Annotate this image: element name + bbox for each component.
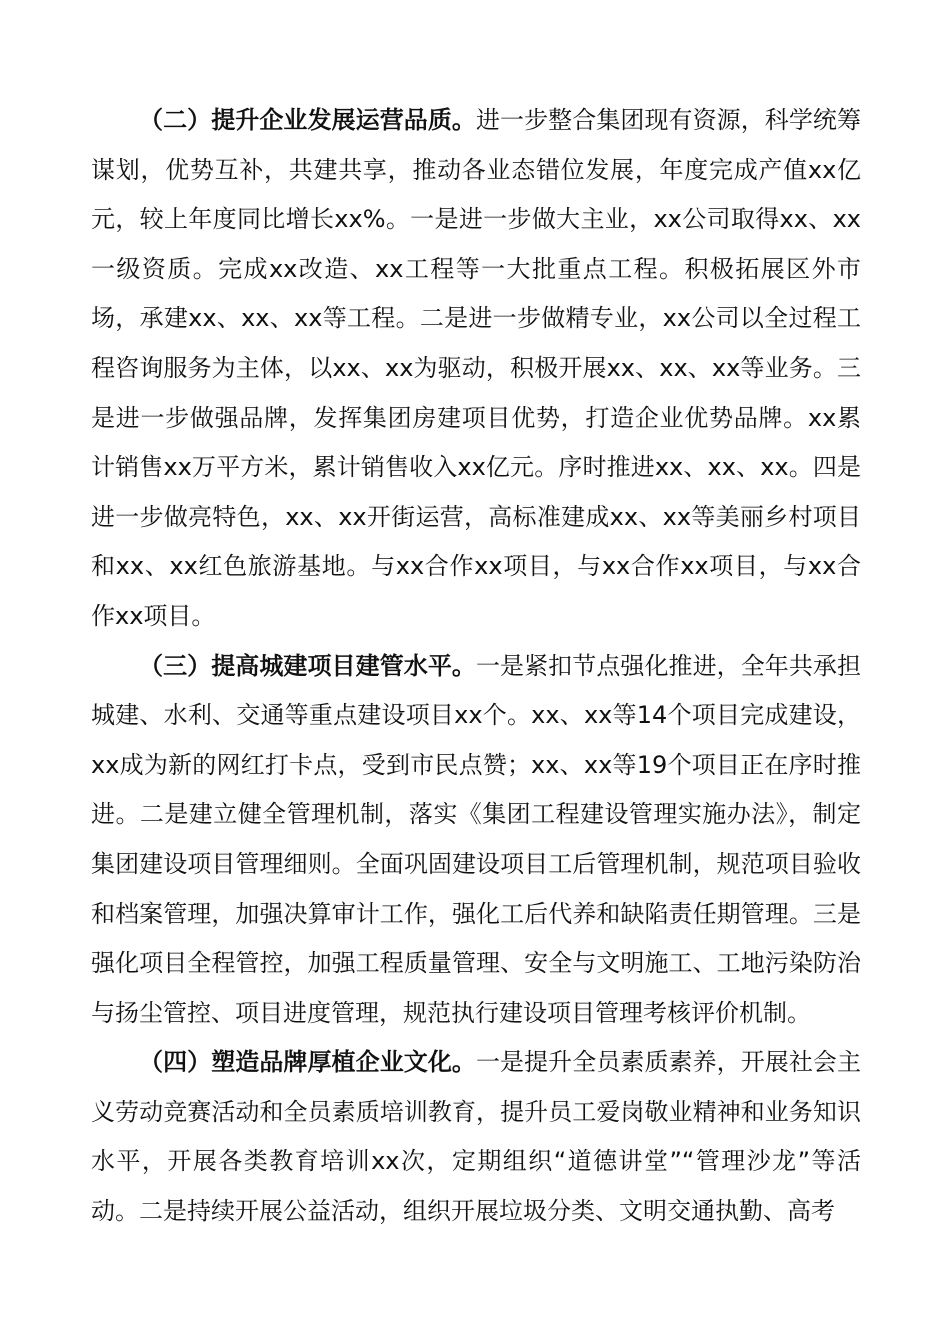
- paragraph-section-4: [91, 1038, 861, 1236]
- section-2-body: 进一步整合集团现有资源，科学统筹谋划，优势互补，共建共享，推动各业态错位发展，年度完成产值xx亿元，较上年度同比增长xx%。一是进一步做大主业，xx公司取得xx、xx一级资质。完成xx改造、xx工程等一大批重点工程。积极拓展区外市场，承建xx、xx、xx等工程。二是进一步做精专业，xx公司以全过程工程咨询服务为主体，以xx、xx为驱动，积极开展xx、xx、xx等业务。三是进一步做强品牌，发挥集团房建项目优势，打造企业优势品牌。xx累计销售xx万平方米，累计销售收入xx亿元。序时推进xx、xx、xx。四是进一步做亮特色，xx、xx开街运营，高标准建成xx、xx等美丽乡村项目和xx、xx红色旅游基地。与xx合作xx项目，与xx合作xx项目，与xx合作xx项目。: [91, 106, 862, 630]
- document-page: [91, 96, 861, 1237]
- section-3-heading: （三）提高城建项目建管水平。: [139, 651, 476, 680]
- section-3-body: 一是紧扣节点强化推进，全年共承担城建、水利、交通等重点建设项目xx个。xx、xx等14个项目完成建设，xx成为新的网红打卡点，受到市民点赞；xx、xx等19个项目正在序时推进。二是建立健全管理机制，落实《集团工程建设管理实施办法》，制定集团建设项目管理细则。全面巩固建设项目工后管理机制，规范项目验收和档案管理，加强决算审计工作，强化工后代养和缺陷责任期管理。三是强化项目全程管控，加强工程质量管理、安全与文明施工、工地污染防治与扬尘管控、项目进度管理，规范执行建设项目管理考核评价机制。: [91, 651, 862, 1027]
- section-4-heading: （四）塑造品牌厚植企业文化。: [139, 1048, 476, 1077]
- section-4-body: 一是提升全员素质素养，开展社会主义劳动竞赛活动和全员素质培训教育，提升员工爱岗敬业精神和业务知识水平，开展各类教育培训xx次，定期组织“道德讲堂”“管理沙龙”等活动。二是持续开展公益活动，组织开展垃圾分类、文明交通执勤、高考: [91, 1048, 862, 1226]
- paragraph-section-2: [91, 96, 861, 642]
- section-2-heading: （二）提升企业发展运营品质。: [139, 106, 476, 134]
- paragraph-section-3: [91, 642, 861, 1039]
